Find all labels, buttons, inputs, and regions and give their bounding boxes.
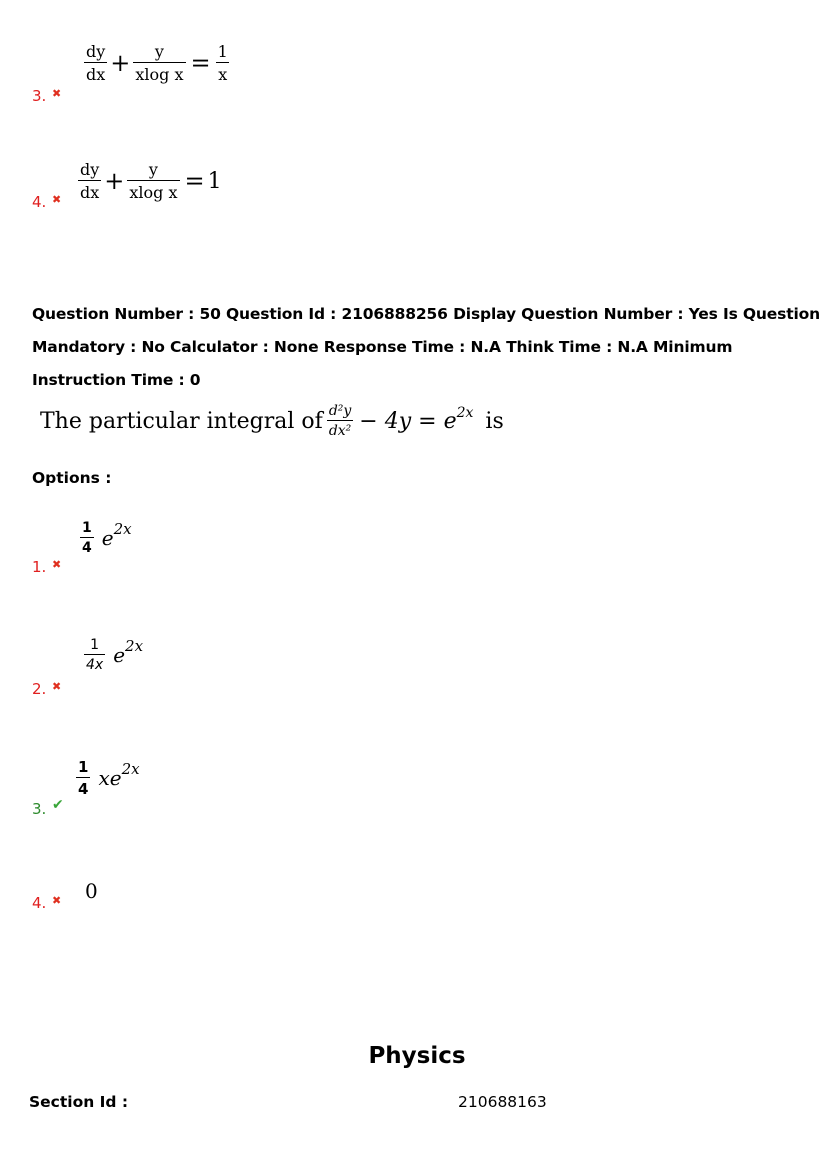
option-equation: $\frac{dy}{dx}$ + $\frac{y}{\text{xlog x}}$ = 1 <box>80 160 222 202</box>
question-meta: Question Number : 50 Question Id : 2106888256 Display Question Number : Yes Is Question Mandatory : No Calculator : None Response Time : N.A Think Time : N.A Minimum Instruction Time : 0 <box>32 305 821 389</box>
wrong-mark-icon: ✖ <box>52 894 62 907</box>
wrong-mark-icon: ✖ <box>52 193 62 206</box>
prev-option-3 <box>32 40 332 110</box>
option-1 <box>32 520 282 580</box>
option-value: 0 <box>85 879 98 903</box>
option-3 <box>32 756 282 816</box>
wrong-mark-icon: ✖ <box>52 680 62 693</box>
fraction: $\frac{dy}{dx}$ <box>80 160 100 202</box>
fraction: $\frac{1}{x}$ <box>217 42 228 84</box>
option-number: 4. <box>32 193 47 211</box>
option-expression: $\frac{1}{4}$ xe 2x <box>78 758 140 798</box>
stem-suffix: is <box>485 408 504 434</box>
stem-equation: − 4y = e <box>359 408 457 434</box>
fraction: $\frac{1}{4}$ <box>82 520 92 556</box>
correct-check-icon: ✔ <box>52 797 64 813</box>
options-label: Options : <box>32 469 112 487</box>
fraction: $\frac{y}{\text{xlog x}}$ <box>135 42 184 84</box>
wrong-mark-icon: ✖ <box>52 558 62 571</box>
section-id-label: Section Id : <box>29 1093 129 1111</box>
fraction: $\frac{1}{4}$ <box>78 758 89 798</box>
wrong-mark-icon: ✖ <box>52 87 62 100</box>
option-number: 4. <box>32 894 47 912</box>
fraction: $\frac{dy}{dx}$ <box>86 42 106 84</box>
option-2 <box>32 635 282 698</box>
prev-option-4 <box>32 158 332 228</box>
option-4 <box>32 876 282 916</box>
section-id-value: 210688163 <box>458 1093 547 1111</box>
option-equation: $\frac{dy}{dx}$ + $\frac{y}{\text{xlog x}}$ = $\frac{1}{x}$ <box>86 42 228 84</box>
option-number: 1. <box>32 558 47 576</box>
stem-exponent: 2x <box>456 405 474 421</box>
option-expression: $\frac{1}{4}$ e 2x <box>82 520 132 556</box>
fraction: $\frac{y}{\text{xlog x}}$ <box>129 160 178 202</box>
derivative-fraction: $\frac{\text{d²y}}{\text{dx²}}$ <box>328 403 352 439</box>
option-number: 2. <box>32 680 47 698</box>
fraction: $\frac{1}{4x}$ <box>86 637 104 673</box>
option-number: 3. <box>32 800 47 818</box>
option-expression: $\frac{1}{4x}$ e 2x <box>86 637 144 673</box>
section-title: Physics <box>368 1043 466 1069</box>
stem-prefix: The particular integral of <box>40 408 323 434</box>
question-stem <box>40 403 504 439</box>
option-number: 3. <box>32 87 47 105</box>
